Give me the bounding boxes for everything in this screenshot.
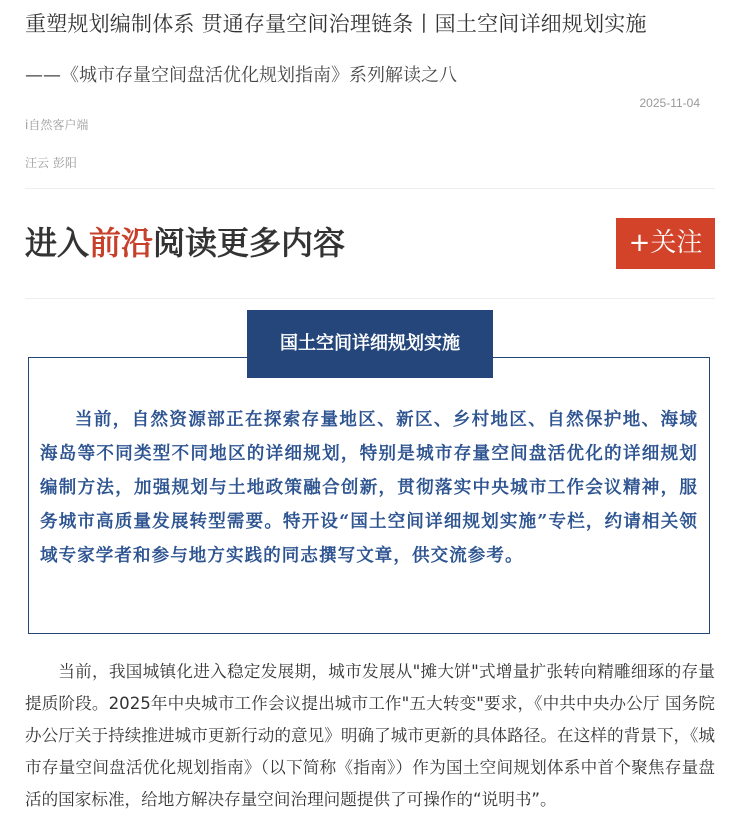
publish-date: 2025-11-04: [639, 96, 700, 110]
article-paragraph: 当前，我国城镇化进入稳定发展期，城市发展从"摊大饼"式增量扩张转向精雕细琢的存量提质阶段。2025年中央城市工作会议提出城市工作"五大转变"要求，《中共中央办公厅 国务院办公厅关于持续推进城市更新行动的意见》明确了城市更新的具体路径。在这样的背景下，《城市存量空间盘活优化规划指南》（以下简称《指南》）作为国土空间规划体系中首个聚焦存量盘活的国家标准，给地方解决存量空间治理问题提供了可操作的“说明书”。: [25, 662, 715, 809]
promo-banner: [25, 222, 345, 264]
follow-button[interactable]: +关注: [616, 218, 715, 269]
promo-suffix: 阅读更多内容: [153, 224, 346, 262]
article-title: 重塑规划编制体系 贯通存量空间治理链条丨国土空间详细规划实施: [25, 12, 647, 36]
divider: [25, 188, 715, 189]
authors: 汪云 彭阳: [25, 156, 77, 170]
source-link[interactable]: i自然客户端: [25, 118, 89, 132]
promo-prefix: 进入: [25, 224, 90, 262]
column-intro-text: 当前，自然资源部正在探索存量地区、新区、乡村地区、自然保护地、海域海岛等不同类型不同地区的详细规划，特别是城市存量空间盘活优化的详细规划编制方法，加强规划与土地政策融合创新，贯彻落实中央城市工作会议精神，服务城市高质量发展转型需要。特开设“国土空间详细规划实施”专栏，约请相关领域专家学者和参与地方实践的同志撰写文章，供交流参考。: [40, 410, 698, 566]
column-tag: 国土空间详细规划实施: [247, 310, 493, 378]
promo-highlight: 前沿: [89, 224, 154, 262]
divider: [25, 298, 715, 299]
article-subtitle: ——《城市存量空间盘活优化规划指南》系列解读之八: [25, 65, 457, 86]
